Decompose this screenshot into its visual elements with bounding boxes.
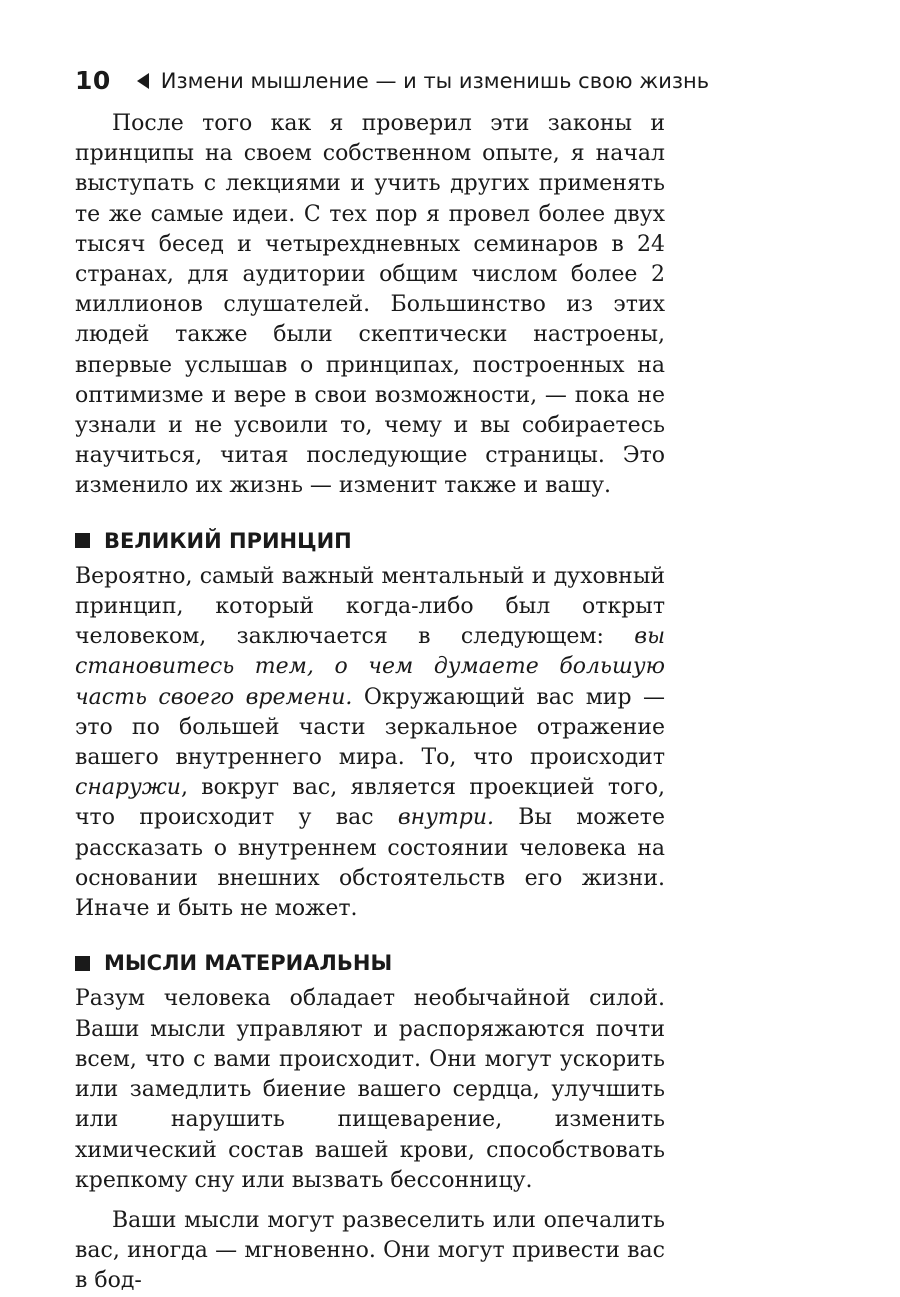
arrow-left-icon	[137, 73, 149, 89]
section-heading-thoughts-material	[75, 948, 665, 978]
emphasis-text: вы становитесь тем, о чем думаете большую часть своего времени.	[75, 624, 665, 710]
paragraph-intro: После того как я проверил эти законы и принципы на своем собственном опыте, я начал выступать с лекциями и учить других применять те же самые идеи. С тех пор я провел более двух тысяч бесед и четырехдневных семинаров в 24 странах, для аудитории общим числом более 2 миллионов слушателей. Большинство из этих людей также были скептически настроены, впервые услышав о принципах, построенных на оптимизме и вере в свои возможности, — пока не узнали и не усвоили то, чему и вы собираетесь научиться, читая последующие страницы. Это изменило их жизнь — изменит также и вашу.	[75, 111, 665, 499]
page-body	[75, 109, 665, 1297]
section-heading-text: МЫСЛИ МАТЕРИАЛЬНЫ	[104, 951, 393, 976]
emphasis-text: снаружи	[75, 775, 181, 801]
page-header	[75, 66, 709, 95]
paragraph-mind-power: Разум человека обладает необычайной силой. Ваши мысли управляют и распоряжаются почти всем, что с вами происходит. Они могут ускорить или замедлить биение вашего сердца, улучшить или нарушить пищеварение, изменить химический состав вашей крови, способствовать крепкому сну или вызвать бессонницу.	[75, 986, 665, 1193]
paragraph-thoughts-mood: Ваши мысли могут развеселить или опечалить вас, иногда — мгновенно. Они могут привести вас в бод-	[75, 1207, 665, 1294]
paragraph-great-principle: Вероятно, самый важный ментальный и духовный принцип, который когда-либо был открыт человеком, заключается в следующем: вы становитесь тем, о чем думаете большую часть своего времени. Окружающий вас мир — это по большей части зеркальное отражение вашего внутреннего мира. То, что происходит снаружи, вокруг вас, является проекцией того, что происходит у вас внутри. Вы можете рассказать о внутреннем состоянии человека на основании внешних обстоятельств его жизни. Иначе и быть не может.	[75, 563, 665, 922]
running-title: Измени мышление — и ты изменишь свою жизнь	[160, 68, 710, 93]
page-number: 10	[75, 66, 111, 95]
emphasis-text: внутри.	[397, 805, 494, 831]
bullet-square-icon	[75, 956, 90, 971]
section-heading-text: ВЕЛИКИЙ ПРИНЦИП	[104, 528, 352, 553]
bullet-square-icon	[75, 533, 90, 548]
section-heading-great-principle	[75, 526, 665, 556]
